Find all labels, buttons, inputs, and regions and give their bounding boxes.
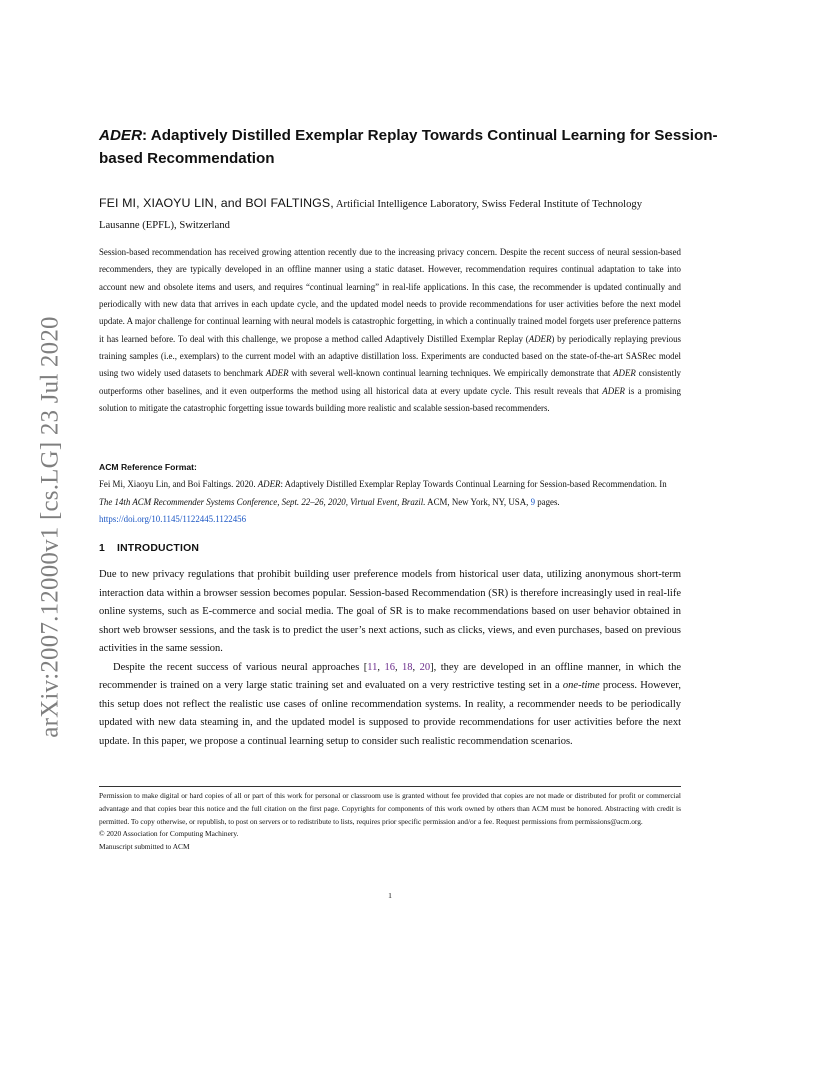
citation-link[interactable]: 16 (384, 661, 395, 673)
doi-link[interactable]: https://doi.org/10.1145/1122445.1122456 (99, 514, 247, 525)
acm-reference-format (99, 459, 681, 529)
reference-venue: The 14th ACM Recommender Systems Conference, Sept. 22–26, 2020, Virtual Event, Brazil. (99, 496, 426, 507)
author-affiliation: Artificial Intelligence Laboratory, Swiss Federal Institute of Technology Lausanne (EPFL), Switzerland (99, 199, 643, 231)
footnote-divider (99, 786, 681, 787)
author-block (99, 193, 684, 236)
page-number: 1 (388, 891, 392, 900)
reference-title: : Adaptively Distilled Exemplar Replay Towards Continual Learning for Session-based Recommendation. In (280, 479, 667, 490)
abstract-em-1: ADER (528, 333, 552, 344)
abstract (99, 244, 681, 417)
permission-notice: Permission to make digital or hard copies of all or part of this work for personal or classroom use is granted without fee provided that copies are not made or distributed for profit or commercial advantage and that copies bear this notice and the full citation on the first page. Copyrights for components of this work owned by others than ACM must be honored. Abstracting with credit is permitted. To copy otherwise, or republish, to post on servers or to redistribute to lists, requires prior specific permission and/or a fee. Request permissions from permissions@acm.org. (99, 791, 681, 826)
reference-authors-year: Fei Mi, Xiaoyu Lin, and Boi Faltings. 2020. (99, 479, 258, 490)
acm-reference-heading: ACM Reference Format: (99, 462, 197, 472)
abstract-text-2: ) by periodically replaying previous training samples (i.e., exemplars) to the current model with an adaptive distillation loss. Experiments are conducted based on the state-of-the-art SASRec model using two widely used datasets to benchmark (99, 333, 681, 379)
title-acronym: ADER (99, 127, 143, 144)
author-names: FEI MI, XIAOYU LIN, and BOI FALTINGS, (99, 196, 334, 210)
citation-link[interactable]: 20 (419, 661, 431, 673)
abstract-em-2: ADER (265, 368, 289, 379)
footnote (99, 790, 681, 854)
reference-pages-link[interactable]: 9 (530, 496, 535, 507)
introduction-body (99, 566, 681, 751)
manuscript-note: Manuscript submitted to ACM (99, 842, 190, 852)
abstract-text-4: consistently outperforms other baselines, and it even outperforms the method using all historical data at every update cycle. This result reveals that (99, 368, 681, 396)
abstract-em-4: ADER (602, 385, 625, 396)
reference-publisher: ACM, New York, NY, USA, (425, 496, 531, 507)
copyright-line: © 2020 Association for Computing Machinery. (99, 829, 239, 839)
arxiv-stamp (37, 296, 65, 758)
intro-paragraph-2: Despite the recent success of various neural approaches [11, 16, 18, 20], they are developed in an offline manner, in which the recommender is trained on a very large static training set and evaluated on a very restrictive testing set in a one-time process. However, this setup does not reflect the realistic use cases of online recommendation systems. In reality, a recommender needs to be periodically updated with new data steaming in, and the updated model is supposed to provide recommendations for user activities before the next update. In this paper, we propose a continual learning setup to consider such realistic recommendation scenarios. (99, 661, 682, 747)
reference-pages-label: pages. (535, 496, 560, 507)
intro-para2-text-a: Despite the recent success of various neural approaches [ (113, 661, 368, 673)
section-heading-introduction (99, 543, 199, 554)
abstract-em-3: ADER (613, 368, 636, 379)
section-number: 1 (99, 543, 105, 554)
intro-para2-text-c: process. However, this setup does not reflect the realistic use cases of online recommendation systems. In reality, a recommender needs to be periodically updated with new data steaming in, and the updated model is supposed to provide recommendations for user activities before the next update. In this paper, we propose a continual learning setup to consider such realistic recommendation scenarios. (99, 680, 681, 747)
abstract-text-1: Session-based recommendation has received growing attention recently due to the increasing privacy concern. Despite the recent success of neural session-based recommenders, they are typically developed in an offline manner using a static dataset. However, recommendation requires continual adaptation to take into account new and obsolete items and users, and requires “continual learning” in real-life applications. In this case, the recommender is updated continually and periodically with new data that arrives in each update cycle, and the updated model needs to provide recommendations for user activities before the next model update. A major challenge for continual learning with neural models is catastrophic forgetting, in which a continually trained model forgets user preference patterns it has learned before. To deal with this challenge, we propose a method called Adaptively Distilled Exemplar Replay ( (99, 247, 681, 344)
abstract-text-5: is a promising solution to mitigate the catastrophic forgetting issue towards building more realistic and scalable session-based recommenders. (99, 385, 681, 414)
reference-title-acronym: ADER (257, 479, 281, 490)
title-rest: : Adaptively Distilled Exemplar Replay Towards Continual Learning for Session-based Recommendation (99, 127, 718, 167)
section-title: INTRODUCTION (117, 543, 200, 554)
paper-title (99, 124, 719, 170)
citation-link[interactable]: 18 (402, 661, 413, 673)
intro-paragraph-1: Due to new privacy regulations that prohibit building user preference models from historical user data, utilizing anonymous short-term interaction data within a browser session becomes popular. Session-based Recommendation (SR) is therefore increasingly used in real-life online systems, such as E-commerce and social media. The goal of SR is to make recommendations based on user behavior obtained in short web browser sessions, and the task is to predict the user’s next actions, such as clicks, views, and even purchases, based on previous activities in the same session. (99, 569, 681, 654)
intro-para2-text-b: ], they are developed in an offline manner, in which the recommender is trained on a very large static training set and evaluated on a very restrictive testing set in a (99, 661, 682, 691)
arxiv-stamp-text: arXiv:2007.12000v1 [cs.LG] 23 Jul 2020 (37, 316, 65, 738)
intro-para2-em: one-time (562, 680, 600, 691)
abstract-text-3: with several well-known continual learning techniques. We empirically demonstrate that (288, 368, 614, 379)
citation-link[interactable]: 11 (367, 661, 378, 673)
